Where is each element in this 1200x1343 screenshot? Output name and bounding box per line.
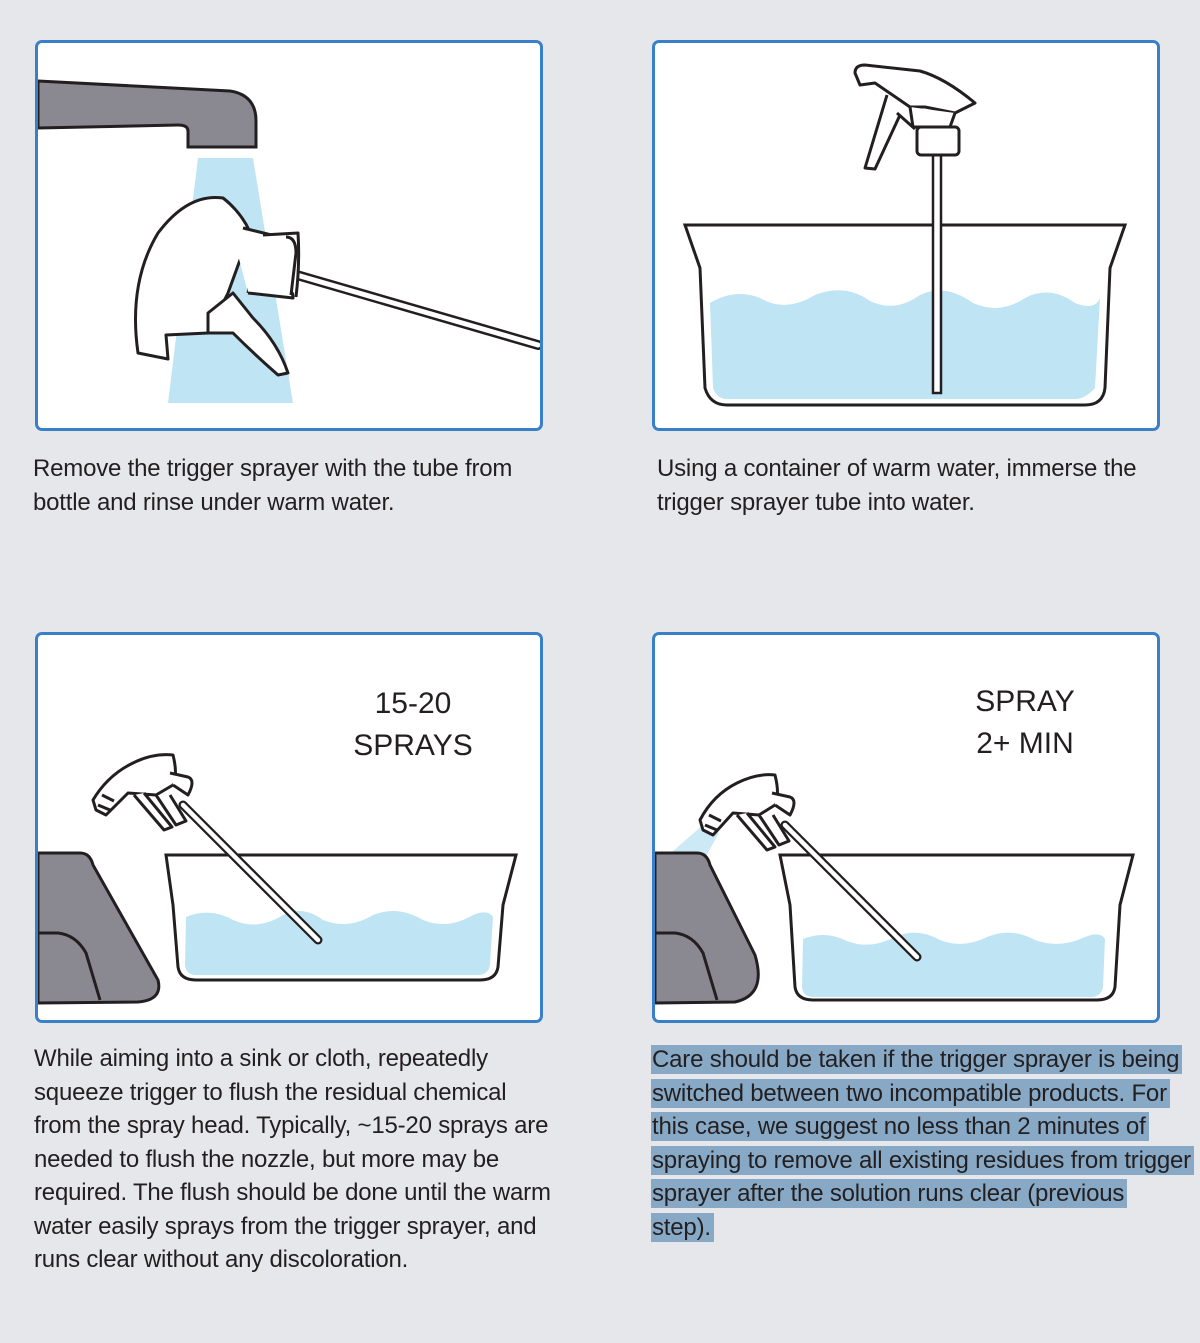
sink-icon: [38, 853, 159, 1003]
illustration-panel-immerse: [652, 40, 1160, 431]
faucet-icon: [38, 81, 256, 147]
water: [185, 911, 493, 975]
sprays-count-label: [338, 683, 488, 767]
step-caption-rinse: Remove the trigger sprayer with the tube from bottle and rinse under warm water.: [33, 455, 513, 516]
step-caption-spray-duration: [651, 1043, 1191, 1244]
trigger-sprayer-icon: [93, 755, 192, 830]
step-caption-immerse: Using a container of warm water, immerse the trigger sprayer tube into water.: [657, 455, 1137, 516]
illustration-panel-spray-duration: [652, 632, 1160, 1023]
water: [802, 933, 1105, 997]
immerse-illustration: [655, 43, 1157, 428]
step-caption-flush: While aiming into a sink or cloth, repeatedly squeeze trigger to flush the residual chemical from the spray head. Typically, ~15-20 sprays are needed to flush the nozzle, but more may be required. The flush should be done until the warm water easily sprays from the trigger sprayer, and runs clear without any discoloration.: [34, 1045, 551, 1273]
illustration-panel-rinse: [35, 40, 543, 431]
label-line-1: SPRAY: [975, 685, 1075, 718]
label-line-2: SPRAYS: [353, 729, 473, 762]
trigger-sprayer-icon: [855, 65, 975, 169]
sink-icon: [655, 853, 758, 1003]
water: [710, 290, 1100, 399]
rinse-illustration: [38, 43, 540, 428]
highlighted-text: Care should be taken if the trigger sprayer is being switched between two incompatible products. For this case, we suggest no less than 2 minutes of spraying to remove all existing residues from trigger sprayer after the solution runs clear (previous step).: [651, 1045, 1194, 1242]
label-line-2: 2+ MIN: [976, 727, 1074, 760]
spray-duration-label: [935, 681, 1115, 765]
label-line-1: 15-20: [374, 687, 452, 720]
illustration-panel-flush: [35, 632, 543, 1023]
